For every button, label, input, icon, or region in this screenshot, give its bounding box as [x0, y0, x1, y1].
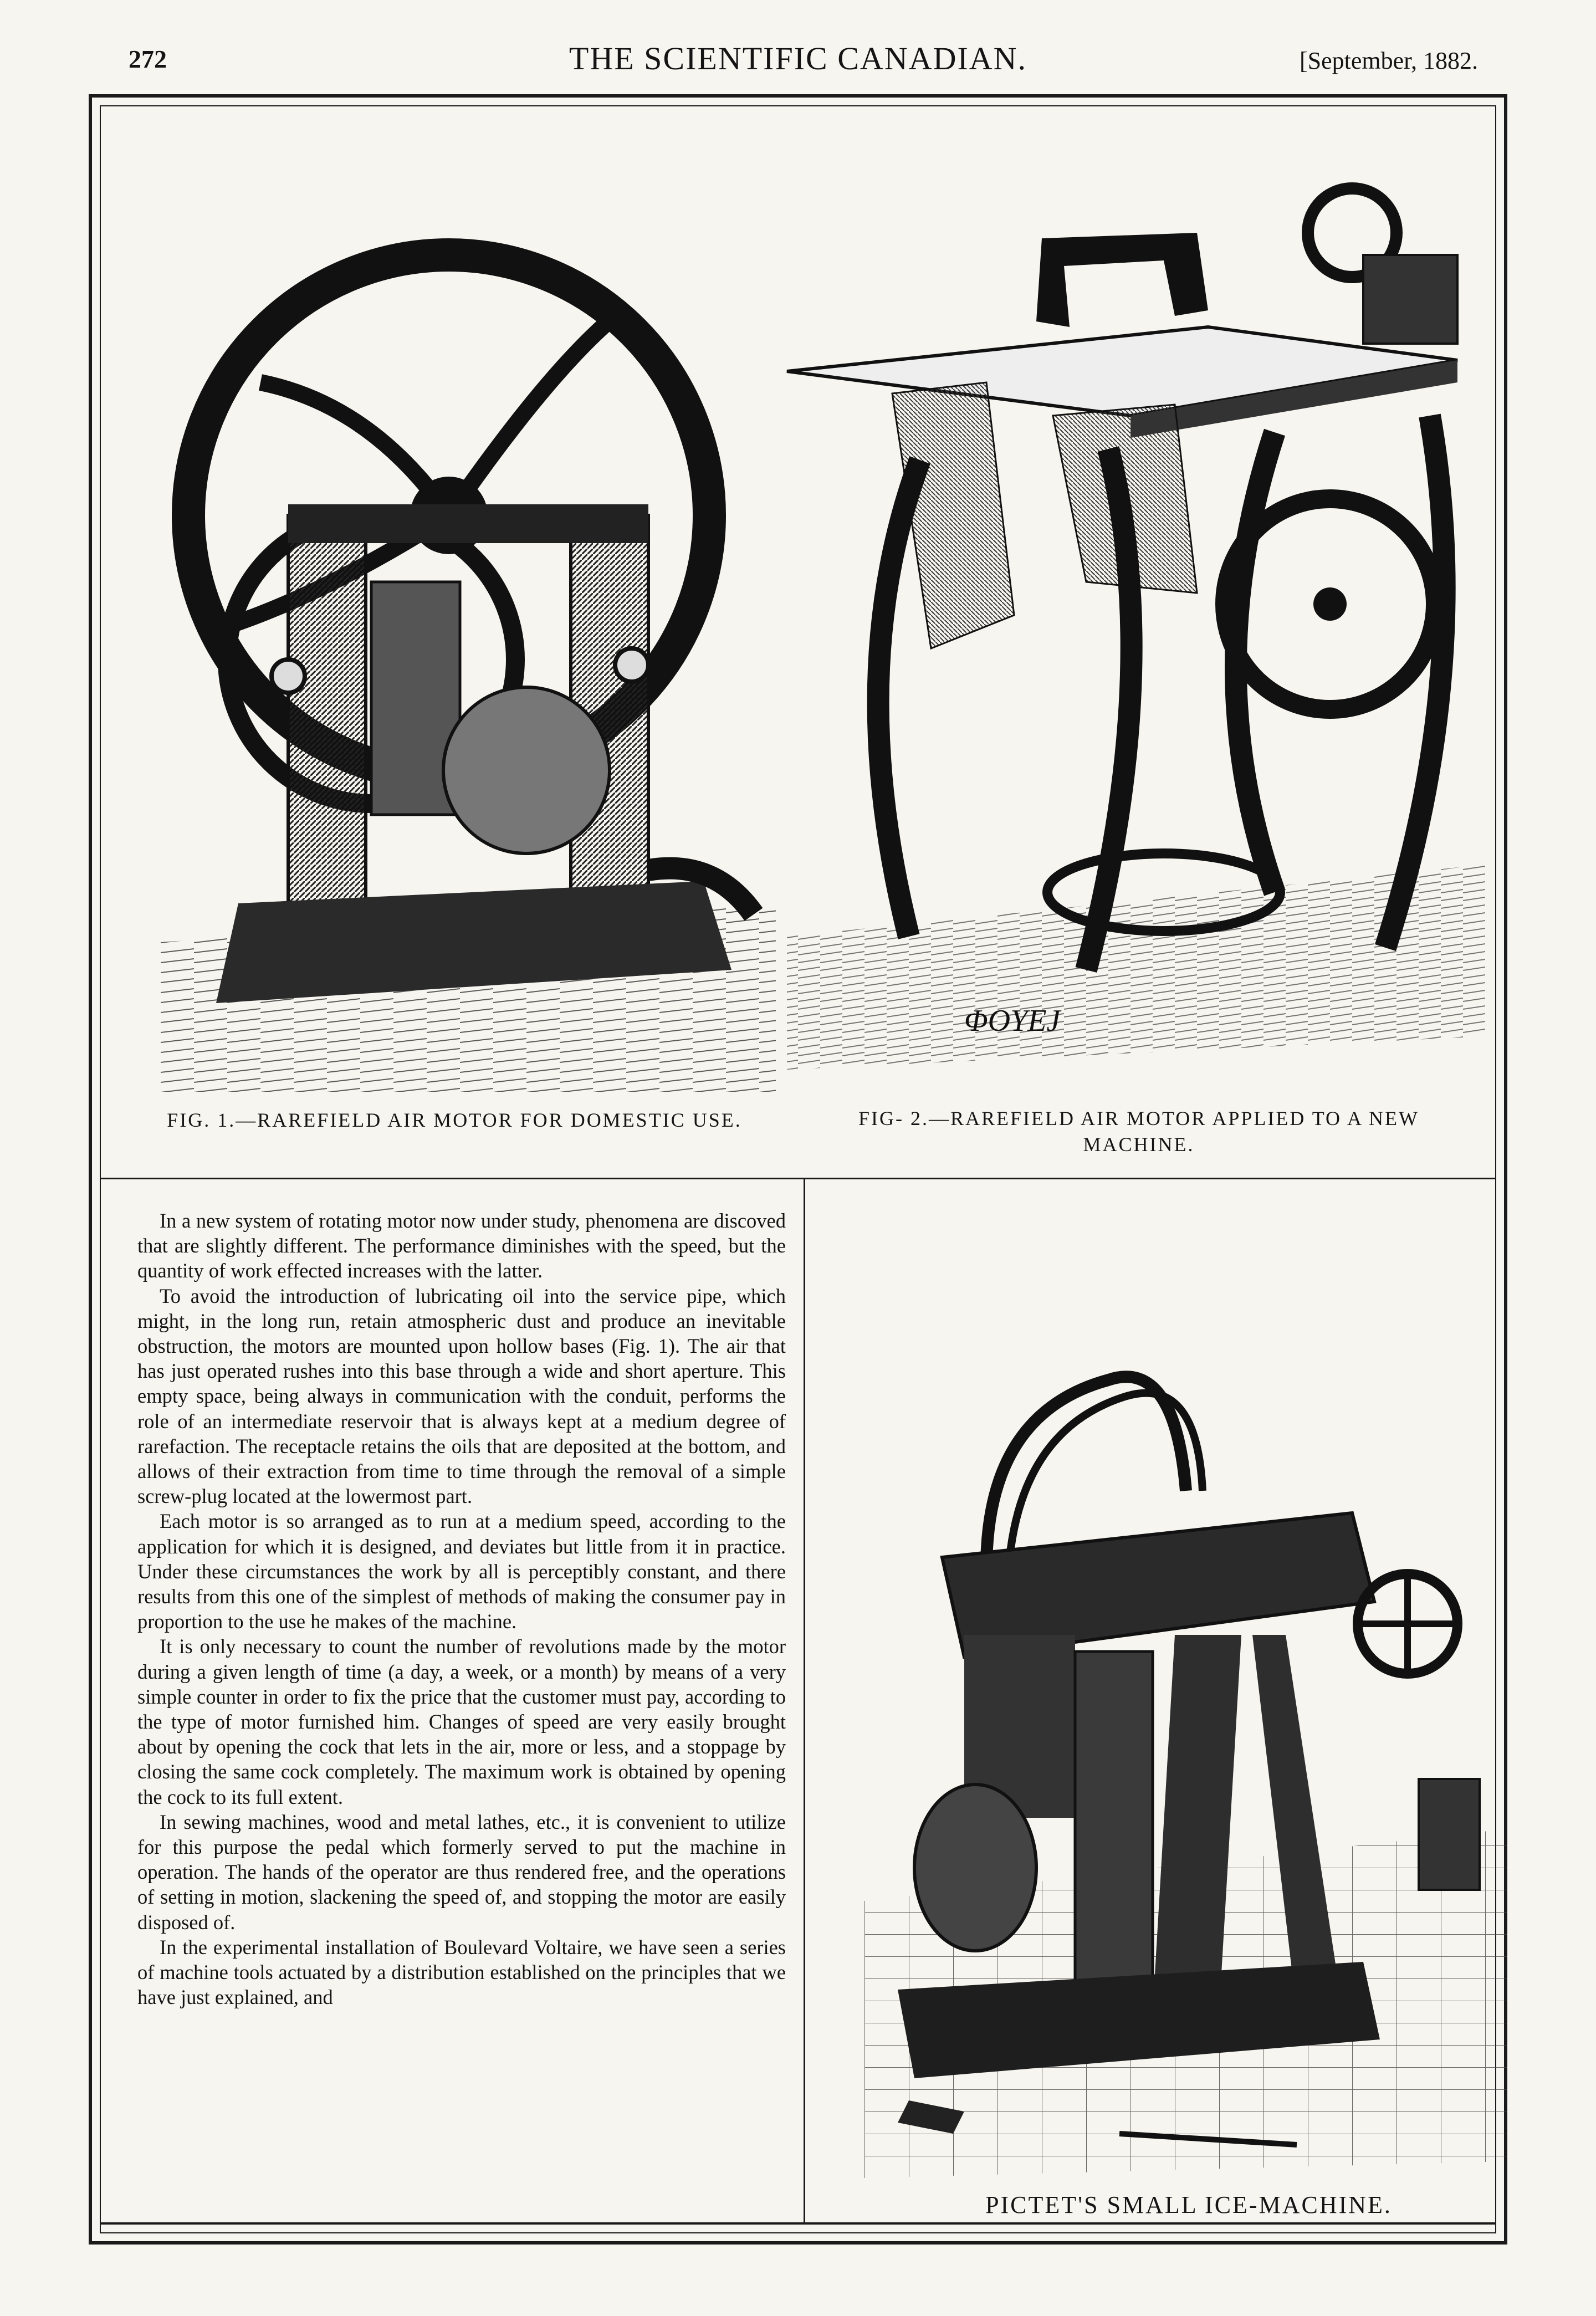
figure-air-motor-engraving [161, 205, 776, 1092]
engraver-signature: ΦOYEJ [964, 1004, 1061, 1038]
figure-ice-machine-engraving [864, 1247, 1507, 2178]
figure-2-caption: FIG- 2.—RAREFIELD AIR MOTOR APPLIED TO A NEW MACHINE. [858, 1107, 1420, 1156]
bottom-rule [100, 2222, 1496, 2225]
figure-3-caption: PICTET'S SMALL ICE-MACHINE. [985, 2191, 1392, 2218]
section-divider [100, 1178, 1496, 1179]
page-number: 272 [129, 45, 167, 73]
paragraph: Each motor is so arranged as to run at a medium speed, according to the application for which it is designed, and deviates but little from it in practice. Under these circumstances the work by all is perceptibly constant, and there results from this one of the simplest of methods of making the consumer pay in proportion to the use he makes of the machine. [137, 1510, 786, 1633]
paragraph: In sewing machines, wood and metal lathes, etc., it is convenient to utilize for this purpose the pedal which formerly served to put the machine in operation. The hands of the operator are thus rendered free, and the operations of setting in motion, slackening the speed of, and stopping the motor are easily disposed of. [137, 1810, 786, 1934]
article-body [137, 1208, 786, 2010]
paragraph: In a new system of rotating motor now under study, phenomena are discoved that are slightly different. The performance diminishes with the speed, but the quantity of work effected increases with the latter. [137, 1209, 786, 1282]
figure-1-caption: FIG. 1.—RAREFIELD AIR MOTOR FOR DOMESTIC USE. [167, 1109, 742, 1131]
paragraph: In the experimental installation of Boulevard Voltaire, we have seen a series of machine tools actuated by a distribution established on the principles that we have just explained, and [137, 1935, 786, 2009]
column-divider [804, 1178, 805, 2222]
page-title: THE SCIENTIFIC CANADIAN. [569, 40, 1027, 76]
issue-date: [September, 1882. [1300, 47, 1479, 74]
figure-sewing-machine-engraving [776, 172, 1496, 1092]
paragraph: It is only necessary to count the number of revolutions made by the motor during a given length of time (a day, a week, or a month) by means of a very simple counter in order to fix the price that the customer must pay, according to the type of motor furnished him. Changes of speed are very easily brought about by opening the cock that lets in the air, more or less, and a stoppage by closing the same cock completely. The maximum work is obtained by opening the cock to its full extent. [137, 1635, 786, 1808]
paragraph: To avoid the introduction of lubricating oil into the service pipe, which might, in the long run, retain atmospheric dust and produce an inevitable obstruction, the motors are mounted upon hollow bases (Fig. 1). The air that has just operated rushes into this base through a wide and short aperture. This empty space, being always in communication with the conduit, performs the role of an intermediate reservoir that is always kept at a medium degree of rarefaction. The receptacle retains the oils that are deposited at the bottom, and allows of their extraction from time to time through the removal of a simple screw-plug located at the lowermost part. [137, 1284, 786, 1508]
